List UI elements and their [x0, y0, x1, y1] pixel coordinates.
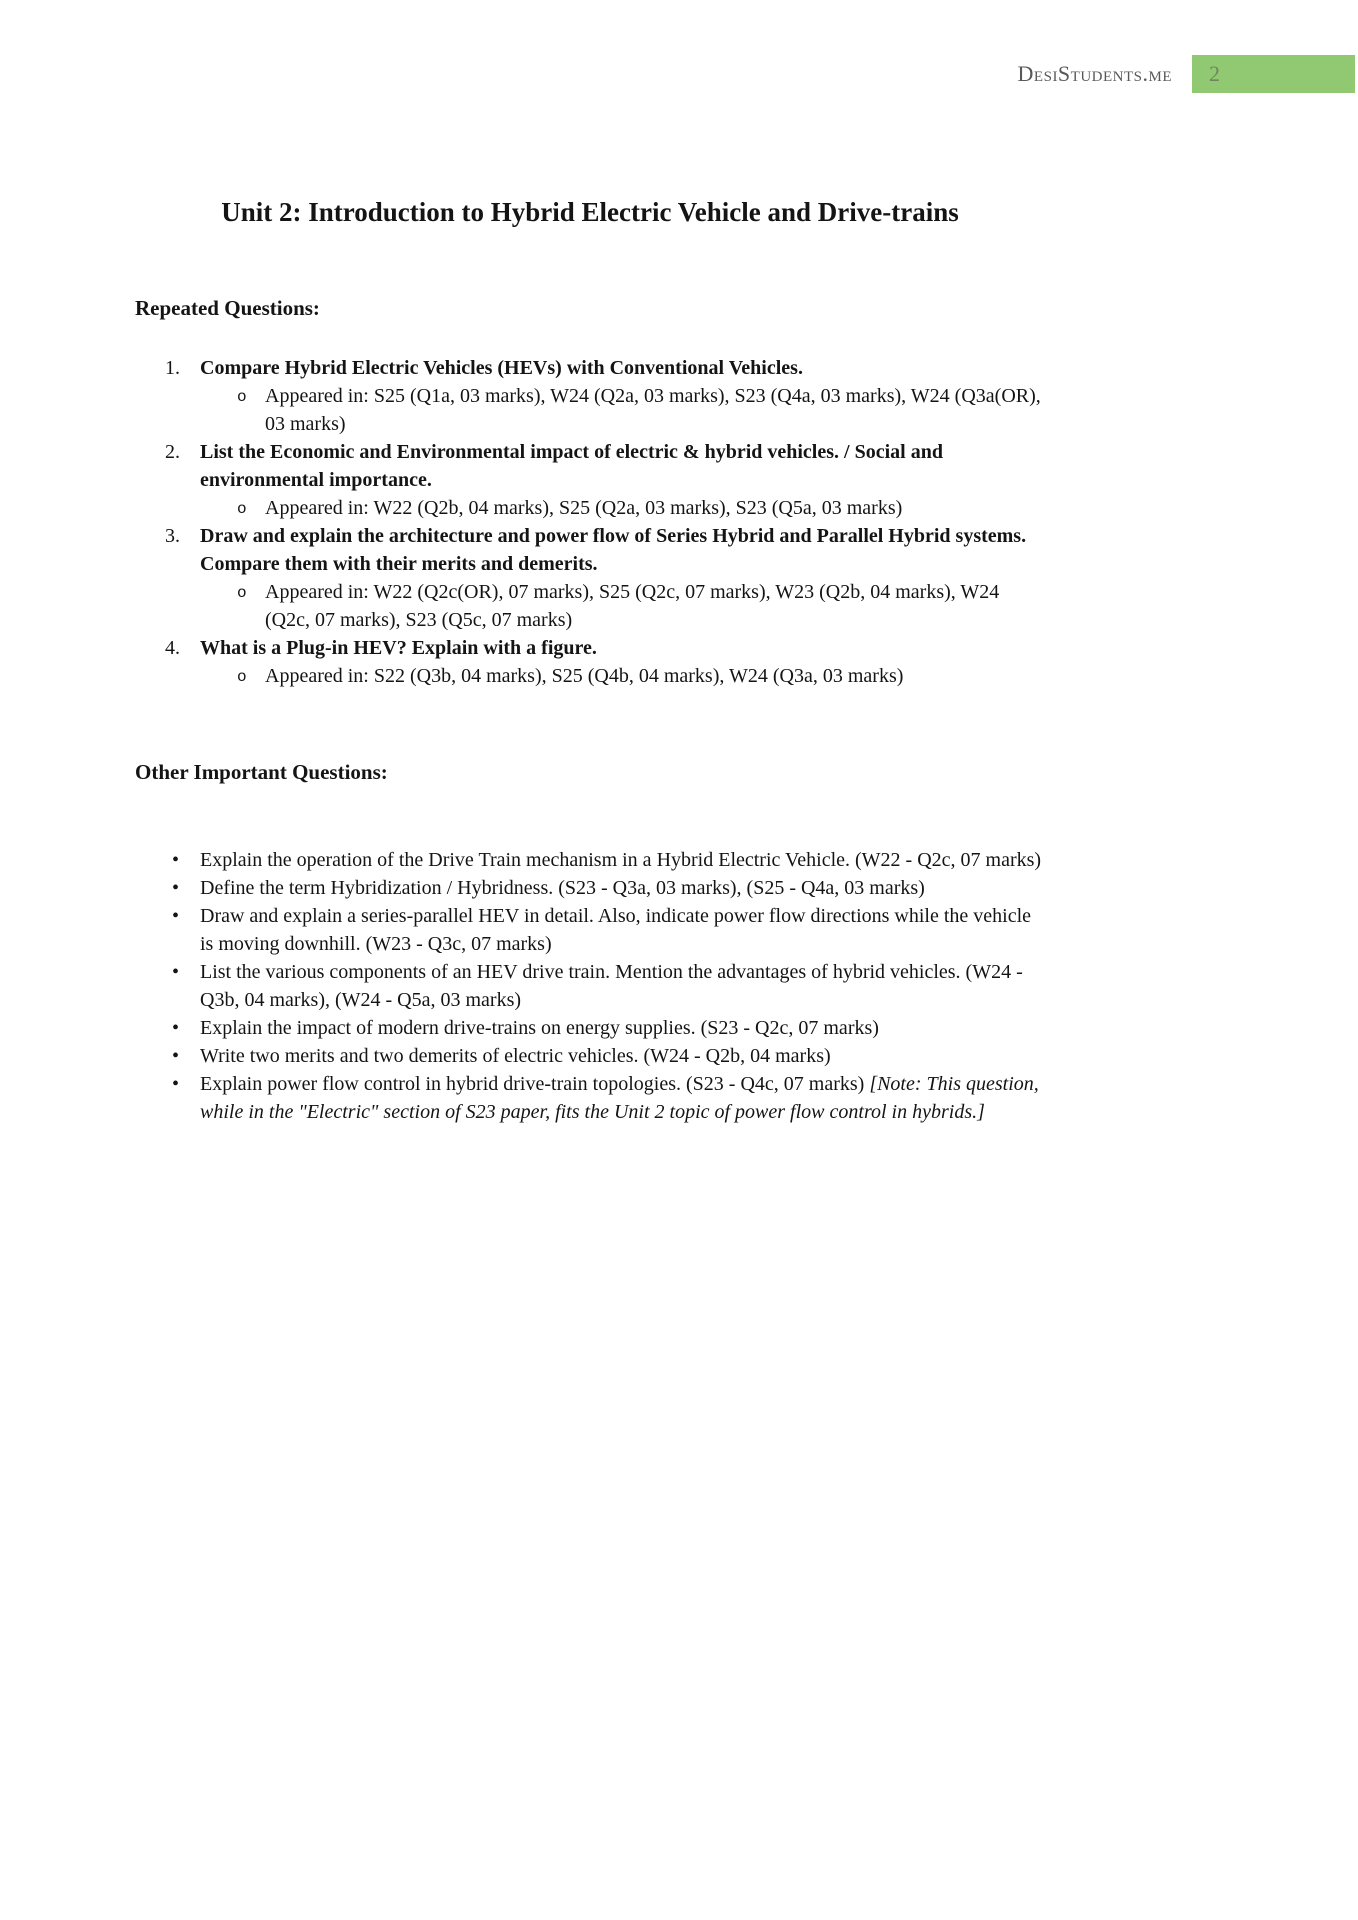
- repeated-questions-heading: Repeated Questions:: [135, 296, 320, 320]
- list-number: 1.: [165, 357, 180, 379]
- appeared-text: Appeared in: W22 (Q2c(OR), 07 marks), S25 (Q2c, 07 marks), W23 (Q2b, 04 marks), W24 (Q2c, 07 marks), S23 (Q5c, 07 marks): [265, 581, 1000, 631]
- other-questions-list: [135, 846, 1045, 1126]
- bullet-icon: •: [172, 1073, 180, 1095]
- other-question-item: [135, 1070, 1045, 1126]
- other-question-item: [135, 874, 1045, 902]
- circle-bullet-icon: o: [237, 584, 247, 602]
- site-name: DesiStudents.me: [1017, 61, 1172, 86]
- page-number: 2: [1209, 61, 1220, 86]
- other-question-item: [135, 846, 1045, 874]
- appeared-text: Appeared in: S22 (Q3b, 04 marks), S25 (Q4b, 04 marks), W24 (Q3a, 03 marks): [265, 665, 904, 687]
- question-text: Compare Hybrid Electric Vehicles (HEVs) with Conventional Vehicles.: [200, 357, 803, 379]
- circle-bullet-icon: o: [237, 500, 247, 518]
- other-questions-heading: Other Important Questions:: [135, 760, 388, 784]
- question-text: What is a Plug-in HEV? Explain with a figure.: [200, 637, 597, 659]
- bullet-icon: •: [172, 877, 180, 899]
- list-number: 2.: [165, 441, 180, 463]
- appeared-line: [135, 578, 1045, 634]
- other-question-item: [135, 902, 1045, 958]
- repeated-question-item: [135, 354, 1045, 438]
- bullet-icon: •: [172, 1017, 180, 1039]
- bullet-icon: •: [172, 1045, 180, 1067]
- other-question-item: [135, 1042, 1045, 1070]
- other-question-item: [135, 958, 1045, 1014]
- document-content: [135, 0, 1045, 1126]
- other-question-text: Define the term Hybridization / Hybridness. (S23 - Q3a, 03 marks), (S25 - Q4a, 03 marks): [200, 877, 925, 899]
- repeated-question-item: [135, 438, 1045, 522]
- appeared-text: Appeared in: S25 (Q1a, 03 marks), W24 (Q2a, 03 marks), S23 (Q4a, 03 marks), W24 (Q3a(OR), 03 marks): [265, 385, 1041, 435]
- repeated-question-item: [135, 522, 1045, 634]
- other-question-main-text: Explain power flow control in hybrid drive-train topologies. (S23 - Q4c, 07 marks): [200, 1073, 870, 1095]
- repeated-questions-list: [135, 354, 1045, 690]
- bullet-icon: •: [172, 905, 180, 927]
- page-number-badge: [1192, 55, 1355, 93]
- other-question-text: [135, 1070, 1045, 1126]
- other-question-item: [135, 1014, 1045, 1042]
- question-text: List the Economic and Environmental impact of electric & hybrid vehicles. / Social and environmental importance.: [200, 441, 943, 491]
- appeared-line: [135, 382, 1045, 438]
- note-italic-text: [Note: This question, while in the "Electric" section of S23 paper, fits the Unit 2 topic of power flow control in hybrids.]: [200, 1073, 1039, 1123]
- repeated-question-item: [135, 634, 1045, 690]
- circle-bullet-icon: o: [237, 668, 247, 686]
- page-title: Unit 2: Introduction to Hybrid Electric Vehicle and Drive-trains: [221, 197, 959, 227]
- bullet-icon: •: [172, 961, 180, 983]
- question-text: Draw and explain the architecture and power flow of Series Hybrid and Parallel Hybrid systems. Compare them with their merits and demerits.: [200, 525, 1027, 575]
- appeared-line: [135, 494, 1045, 522]
- other-question-text: Write two merits and two demerits of electric vehicles. (W24 - Q2b, 04 marks): [200, 1045, 831, 1067]
- other-question-text: List the various components of an HEV drive train. Mention the advantages of hybrid vehicles. (W24 - Q3b, 04 marks), (W24 - Q5a, 03 marks): [200, 961, 1023, 1011]
- other-question-text: Explain the operation of the Drive Train mechanism in a Hybrid Electric Vehicle. (W22 - Q2c, 07 marks): [200, 849, 1042, 871]
- other-question-text: Explain the impact of modern drive-trains on energy supplies. (S23 - Q2c, 07 marks): [200, 1017, 879, 1039]
- bullet-icon: •: [172, 849, 180, 871]
- appeared-text: Appeared in: W22 (Q2b, 04 marks), S25 (Q2a, 03 marks), S23 (Q5a, 03 marks): [265, 497, 903, 519]
- list-number: 3.: [165, 525, 180, 547]
- list-number: 4.: [165, 637, 180, 659]
- circle-bullet-icon: o: [237, 388, 247, 406]
- appeared-line: [135, 662, 1045, 690]
- other-question-text: Draw and explain a series-parallel HEV in detail. Also, indicate power flow directions while the vehicle is moving downhill. (W23 - Q3c, 07 marks): [200, 905, 1032, 955]
